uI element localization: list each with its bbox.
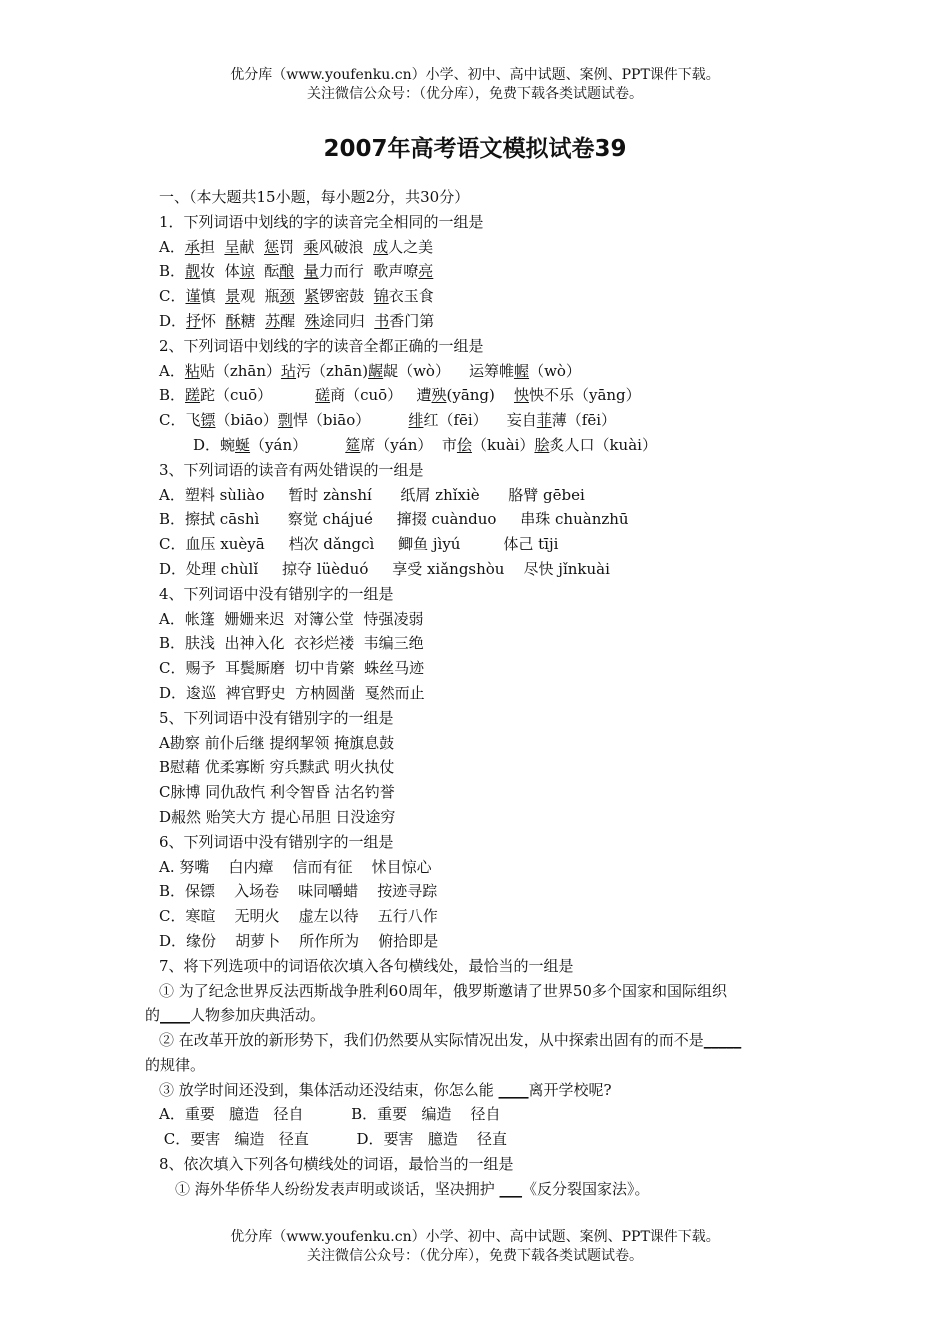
- text-line: [145, 830, 810, 855]
- underlined-text: 紧: [304, 287, 320, 306]
- footer-line-2: 关注微信公众号：（优分库），免费下载各类试题试卷。: [307, 1248, 643, 1264]
- text-run: 糖: [240, 311, 266, 330]
- text-run: C．寒暄 无明火 虚左以待 五行八作: [159, 907, 438, 926]
- text-line: [145, 904, 810, 929]
- underlined-text: 惩: [263, 237, 279, 256]
- document-title: 2007年高考语文模拟试卷39: [323, 136, 627, 162]
- text-run: （yán）: [250, 435, 346, 454]
- text-run: 的规律。: [145, 1055, 206, 1074]
- text-line: [145, 1003, 810, 1028]
- text-run: 锣密鼓: [319, 287, 374, 306]
- text-line: [145, 607, 810, 632]
- text-run: 2、下列词语中划线的字的读音全都正确的一组是: [159, 336, 484, 355]
- text-run: D．蜿: [193, 435, 236, 454]
- text-run: 炙人口（kuài）: [549, 435, 657, 454]
- text-line: [145, 1078, 810, 1103]
- underlined-text: ____: [498, 1080, 529, 1099]
- underlined-text: 苏: [265, 311, 281, 330]
- text-run: 罚: [278, 237, 304, 256]
- text-run: 跎（cuō）: [200, 386, 316, 405]
- text-run: 香门第: [389, 311, 435, 330]
- underlined-text: 脍: [534, 435, 550, 454]
- page-header: [0, 66, 950, 104]
- text-run: 观 瓶: [240, 287, 280, 306]
- text-run: B．保镖 入场卷 味同嚼蜡 按迹寻踪: [159, 882, 438, 901]
- text-run: （wò）: [529, 361, 581, 380]
- text-line: [145, 383, 810, 408]
- underlined-text: 幄: [514, 361, 530, 380]
- text-line: [145, 259, 810, 284]
- underlined-text: 侩: [456, 435, 472, 454]
- text-run: ① 为了纪念世界反法西斯战争胜利60周年，俄罗斯邀请了世界50多个国家和国际组织: [159, 981, 727, 1000]
- text-line: [145, 1028, 810, 1053]
- text-run: 风破浪: [318, 237, 374, 256]
- text-run: 3、下列词语的读音有两处错误的一组是: [159, 460, 424, 479]
- text-run: B．肤浅 出神入化 衣衫烂褛 韦编三绝: [159, 634, 424, 653]
- text-run: 担: [199, 237, 225, 256]
- underlined-text: 磋: [315, 386, 331, 405]
- underlined-text: 粘: [184, 361, 200, 380]
- underlined-text: 怏: [513, 386, 529, 405]
- text-run: 妆 体: [200, 262, 240, 281]
- underlined-text: 靓: [185, 262, 201, 281]
- text-line: [145, 483, 810, 508]
- underlined-text: 成: [373, 237, 389, 256]
- text-line: [145, 631, 810, 656]
- underlined-text: _____: [703, 1031, 742, 1050]
- text-line: [145, 458, 810, 483]
- text-run: D．逡巡 裨官野史 方枘圆凿 戛然而止: [159, 683, 425, 702]
- text-run: ① 海外华侨华人纷纷发表声明或谈话，坚决拥护: [175, 1179, 500, 1198]
- text-run: 人之美: [388, 237, 434, 256]
- underlined-text: 谨: [185, 287, 201, 306]
- text-run: D．缘份 胡萝卜 所作所为 俯拾即是: [159, 931, 439, 950]
- underlined-text: 量: [303, 262, 319, 281]
- text-line: [145, 1127, 810, 1152]
- text-run: 怏不乐（yāng）: [528, 386, 641, 405]
- text-line: [145, 1152, 810, 1177]
- header-line-1: 优分库（www.youfenku.cn）小学、初中、高中试题、案例、PPT课件下载。: [230, 67, 720, 83]
- text-run: A．重要 臆造 径自 B．重要 编造 径自: [159, 1105, 501, 1124]
- underlined-text: 蹉: [185, 386, 201, 405]
- text-run: 人物参加庆典活动。: [190, 1006, 326, 1025]
- text-run: (yāng): [446, 386, 514, 405]
- text-run: 8、依次填入下列各句横线处的词语，最恰当的一组是: [159, 1155, 514, 1174]
- text-run: （kuài）: [471, 435, 535, 454]
- text-run: 醒: [280, 311, 305, 330]
- text-run: 献: [239, 237, 264, 256]
- text-run: 1．下列词语中划线的字的读音完全相同的一组是: [159, 212, 484, 231]
- underlined-text: 抒: [186, 311, 202, 330]
- text-line: [145, 507, 810, 532]
- text-run: 4、下列词语中没有错别字的一组是: [159, 584, 394, 603]
- text-line: [145, 656, 810, 681]
- footer-line-1: 优分库（www.youfenku.cn）小学、初中、高中试题、案例、PPT课件下载。: [230, 1229, 720, 1245]
- underlined-text: 菲: [536, 411, 552, 430]
- underlined-text: 绯: [408, 411, 424, 430]
- text-line: [145, 706, 810, 731]
- text-run: D．处理 chùlǐ 掠夺 lüèduó 享受 xiǎngshòu 尽快 jǐnkuài: [159, 559, 610, 578]
- text-line: [145, 1177, 810, 1202]
- underlined-text: 镖: [200, 411, 216, 430]
- text-line: [145, 359, 810, 384]
- text-line: [145, 1053, 810, 1078]
- text-line: [145, 309, 810, 334]
- text-line: [145, 532, 810, 557]
- text-run: [295, 287, 305, 305]
- text-run: A．帐篷 姗姗来迟 对簿公堂 恃强凌弱: [159, 609, 424, 628]
- underlined-text: 亮: [418, 262, 434, 281]
- text-line: [145, 879, 810, 904]
- underlined-text: 谅: [239, 262, 255, 281]
- text-run: 龊（wò） 运筹帷: [383, 361, 515, 380]
- text-line: [145, 954, 810, 979]
- underlined-text: 景: [225, 287, 241, 306]
- underlined-text: 筵: [345, 435, 361, 454]
- text-run: A．: [159, 361, 185, 380]
- underlined-text: ___: [499, 1179, 523, 1198]
- text-run: [294, 262, 304, 280]
- text-run: C．: [159, 287, 186, 306]
- text-line: [145, 855, 810, 880]
- text-line: [145, 408, 810, 433]
- text-run: ③ 放学时间还没到，集体活动还没结束，你怎么能: [159, 1080, 499, 1099]
- text-run: A勘察 前仆后继 提纲挈领 掩旗息鼓: [159, 733, 395, 752]
- text-run: 7、将下列选项中的词语依次填入各句横线处，最恰当的一组是: [159, 956, 574, 975]
- underlined-text: 酥: [225, 311, 241, 330]
- text-run: C．飞: [159, 411, 201, 430]
- text-run: （biāo）: [215, 411, 278, 430]
- header-line-2: 关注微信公众号：（优分库），免费下载各类试题试卷。: [307, 86, 643, 102]
- underlined-text: 乘: [303, 237, 319, 256]
- text-line: [145, 1102, 810, 1127]
- text-line: [145, 210, 810, 235]
- text-run: 怀: [201, 311, 226, 330]
- text-run: 5、下列词语中没有错别字的一组是: [159, 708, 394, 727]
- text-line: [145, 334, 810, 359]
- text-run: 污（zhān): [296, 361, 369, 380]
- underlined-text: 承: [184, 237, 200, 256]
- text-run: 衣玉食: [388, 287, 434, 306]
- text-run: A. 努嘴 白内瘴 信而有征 怵目惊心: [159, 857, 432, 876]
- text-run: 酝: [254, 262, 280, 281]
- text-run: 席（yán） 市: [360, 435, 457, 454]
- text-line: [145, 805, 810, 830]
- text-run: B．: [159, 386, 186, 405]
- text-run: 贴（zhān）: [199, 361, 282, 380]
- text-line: [145, 979, 810, 1004]
- text-run: A．: [159, 237, 185, 256]
- text-run: C．要害 编造 径直 D．要害 臆造 径直: [159, 1130, 507, 1149]
- text-run: B慰藉 优柔寡断 穷兵黩武 明火执仗: [159, 758, 395, 777]
- underlined-text: 书: [374, 311, 390, 330]
- text-line: [145, 284, 810, 309]
- text-run: B．擦拭 cāshì 察觉 chájué 撺掇 cuànduo 串珠 chuànzhū: [159, 510, 629, 529]
- underlined-text: 锦: [373, 287, 389, 306]
- document-body: [145, 185, 810, 1202]
- text-run: 红（fēi） 妄自: [423, 411, 537, 430]
- text-run: 的: [145, 1006, 161, 1025]
- text-line: [145, 433, 810, 458]
- text-line: [145, 235, 810, 260]
- text-run: C．赐予 耳鬓厮磨 切中肯綮 蛛丝马迹: [159, 659, 425, 678]
- text-run: D．: [159, 311, 187, 330]
- underlined-text: 颈: [279, 287, 295, 306]
- text-run: ② 在改革开放的新形势下，我们仍然要从实际情况出发，从中探索出固有的而不是: [159, 1031, 704, 1050]
- text-line: [145, 780, 810, 805]
- text-line: [145, 557, 810, 582]
- underlined-text: 呈: [224, 237, 240, 256]
- text-run: C．血压 xuèyā 档次 dǎngcì 鲫鱼 jìyú 体己 tīji: [159, 535, 559, 554]
- text-run: 商（cuō） 遭: [330, 386, 432, 405]
- text-line: [145, 929, 810, 954]
- text-line: [145, 185, 810, 210]
- text-run: D赧然 贻笑大方 提心吊胆 日没途穷: [159, 807, 396, 826]
- underlined-text: 剽: [277, 411, 293, 430]
- page-footer: [0, 1228, 950, 1266]
- text-line: [145, 755, 810, 780]
- text-line: [145, 582, 810, 607]
- text-run: A．塑料 sùliào 暂时 zànshí 纸屑 zhǐxiè 胳臂 gēbei: [159, 485, 585, 504]
- text-run: B．: [159, 262, 186, 281]
- text-line: [145, 731, 810, 756]
- underlined-text: ____: [160, 1006, 191, 1025]
- text-line: [145, 681, 810, 706]
- underlined-text: 蜒: [235, 435, 251, 454]
- text-run: 一、（本大题共15小题，每小题2分，共30分）: [159, 188, 470, 206]
- underlined-text: 酿: [279, 262, 295, 281]
- underlined-text: 殊: [304, 311, 320, 330]
- text-run: 离开学校呢?: [528, 1080, 612, 1099]
- text-run: 薄（fēi）: [551, 411, 616, 430]
- text-run: 慎: [200, 287, 226, 306]
- text-run: C脉博 同仇敌忾 利令智昏 沽名钓誉: [159, 783, 395, 802]
- text-run: 悍（biāo）: [292, 411, 409, 430]
- underlined-text: 龌: [368, 361, 384, 380]
- text-run: 途同归: [319, 311, 375, 330]
- text-run: 《反分裂国家法》。: [522, 1179, 650, 1198]
- underlined-text: 玷: [281, 361, 297, 380]
- text-run: 6、下列词语中没有错别字的一组是: [159, 832, 394, 851]
- underlined-text: 殃: [431, 386, 447, 405]
- text-run: 力而行 歌声嘹: [318, 262, 419, 281]
